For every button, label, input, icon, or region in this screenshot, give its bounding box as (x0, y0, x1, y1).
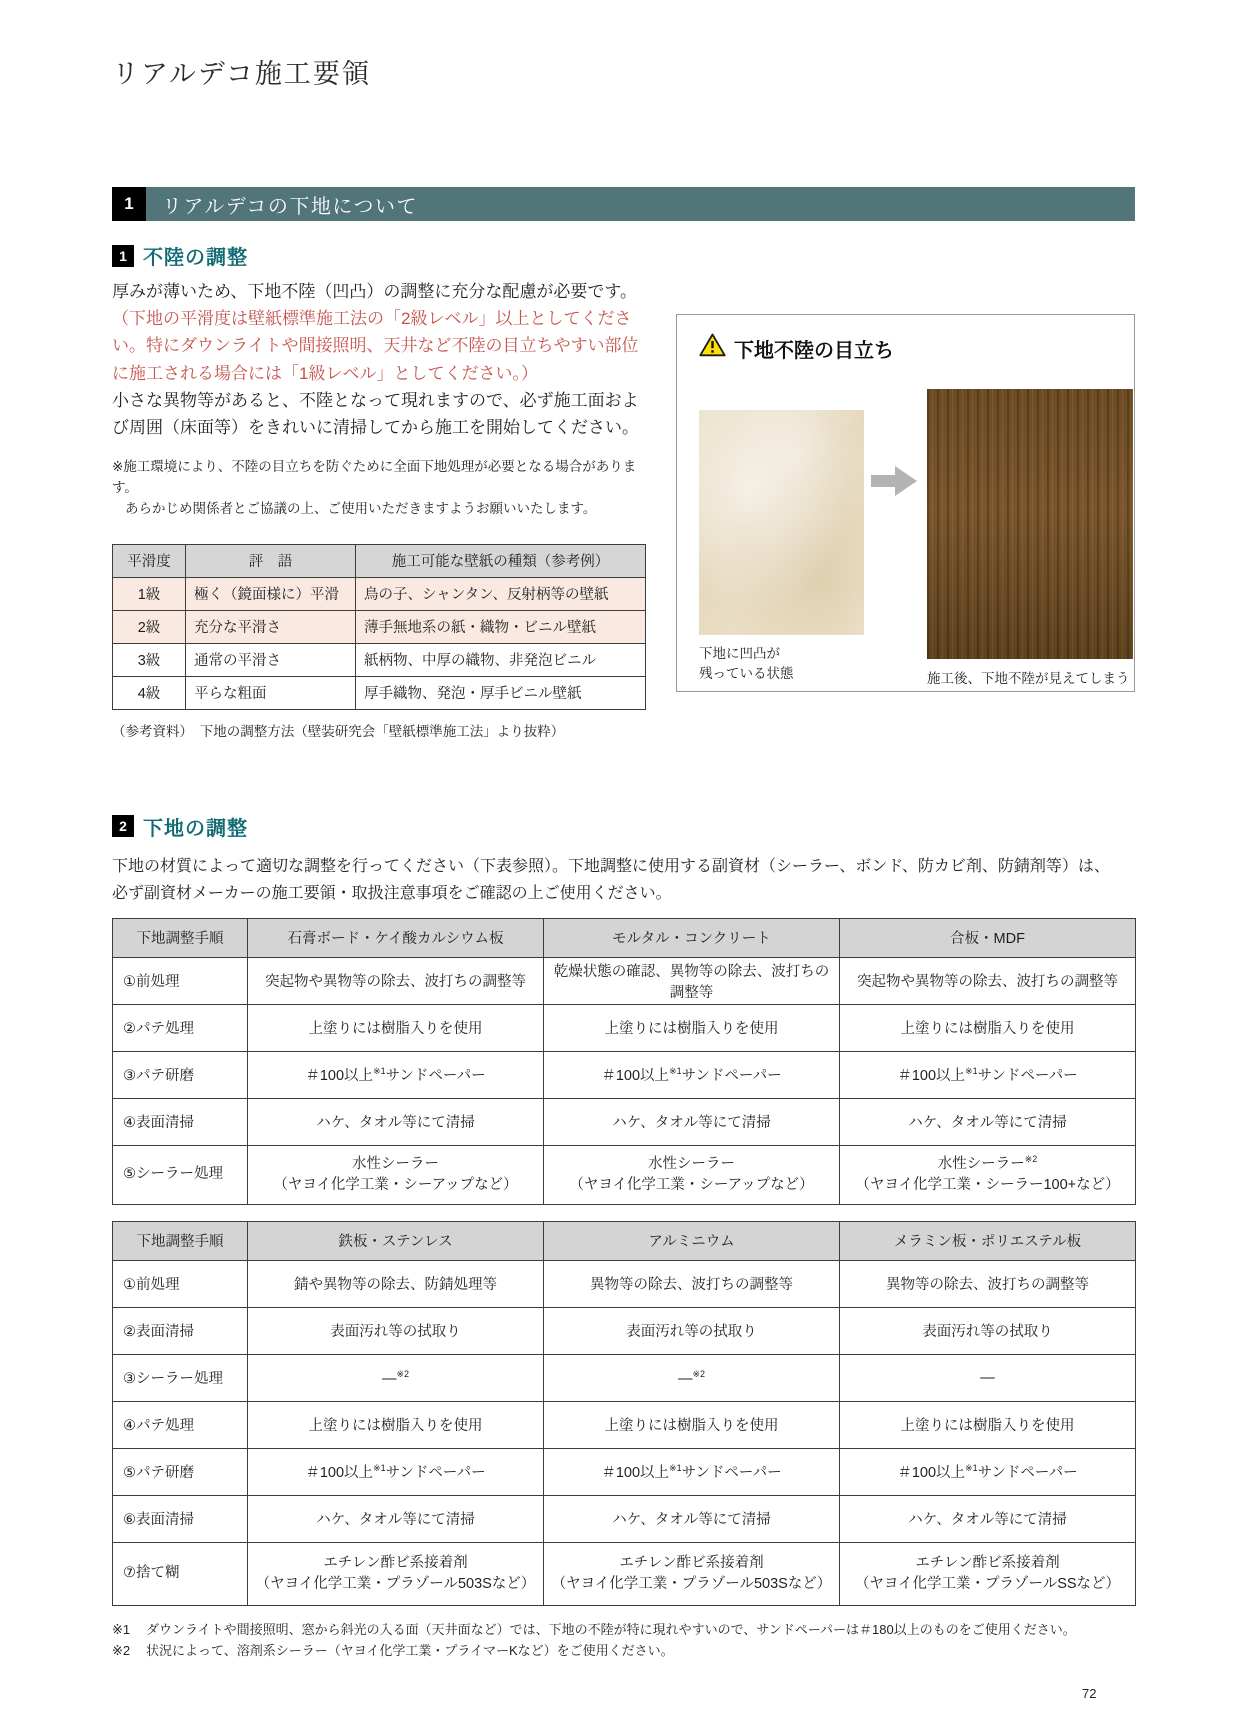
table-header-row (113, 544, 646, 577)
after-image-wood-surface (927, 389, 1133, 659)
cell-types: 紙柄物、中厚の織物、非発泡ビニル (356, 643, 646, 676)
cell: 表面汚れ等の拭取り (544, 1307, 840, 1354)
cell-line: （ヤヨイ化学工業・プラゾール503Sなど） (255, 1575, 536, 1592)
cell-text: サンドペーパー (977, 1068, 1078, 1085)
section-banner-title: リアルデコの下地について (162, 195, 418, 218)
note-line: ※施工環境により、不陸の目立ちを防ぐために全面下地処理が必要となる場合があります。 (112, 459, 637, 496)
cell: 上塗りには樹脂入りを使用 (544, 1401, 840, 1448)
footnote-ref: ※2 (396, 1369, 410, 1379)
table-row (113, 610, 646, 643)
table-row (113, 1542, 1136, 1605)
cell-line: （ヤヨイ化学工業・シーアップなど） (569, 1176, 814, 1193)
cell: 表面汚れ等の拭取り (840, 1307, 1136, 1354)
table-row (113, 1401, 1136, 1448)
header-cell: アルミニウム (544, 1221, 840, 1260)
step-cell: ⑤シーラー処理 (113, 1145, 248, 1204)
subsection-1-title: 不陸の調整 (143, 247, 248, 269)
cell: 乾燥状態の確認、異物等の除去、波打ちの調整等 (544, 957, 840, 1004)
cell-types: 鳥の子、シャンタン、反射柄等の壁紙 (356, 577, 646, 610)
cell (544, 1051, 840, 1098)
right-column (676, 278, 1135, 740)
cell-grade: 3級 (113, 643, 186, 676)
left-column (112, 278, 645, 740)
cell-text: サンドペーパー (385, 1465, 486, 1482)
table-row (113, 1495, 1136, 1542)
cell (840, 1542, 1136, 1605)
section-number-badge: 1 (112, 187, 146, 221)
table-row (113, 643, 646, 676)
page-number: 72 (1082, 1686, 1097, 1701)
warning-triangle-icon (699, 333, 726, 363)
table-row (113, 1145, 1136, 1204)
cell-line: （ヤヨイ化学工業・プラゾール503Sなど） (551, 1575, 832, 1592)
cell (544, 1354, 840, 1401)
step-cell: ③パテ研磨 (113, 1051, 248, 1098)
cell (544, 1145, 840, 1204)
cell-line: エチレン酢ビ系接着剤 (619, 1554, 764, 1571)
note-line: あらかじめ関係者とご協議の上、ご使用いただきますようお願いいたします。 (125, 500, 597, 516)
header-cell: 下地調整手順 (113, 1221, 248, 1260)
header-cell: 評 語 (186, 544, 356, 577)
footnotes (112, 1620, 1135, 1662)
cell: 上塗りには樹脂入りを使用 (840, 1401, 1136, 1448)
asterisk-note (112, 457, 645, 520)
table-row (113, 1051, 1136, 1098)
warning-box-title-row (699, 333, 894, 363)
cell: ハケ、タオル等にて清掃 (840, 1495, 1136, 1542)
cell-text: サンドペーパー (681, 1465, 782, 1482)
cell: 突起物や異物等の除去、波打ちの調整等 (248, 957, 544, 1004)
footnote-text: ダウンライトや間接照明、窓から斜光の入る面（天井面など）では、下地の不陸が特に現れやすいので、サンドペーパーは＃180以上のものをご使用ください。 (146, 1621, 1076, 1637)
step-cell: ②表面清掃 (113, 1307, 248, 1354)
step-cell: ①前処理 (113, 957, 248, 1004)
cell-text: ＃100以上 (897, 1465, 966, 1482)
cell-line: （ヤヨイ化学工業・シーラー100+など） (855, 1177, 1120, 1194)
subsection-1-number-badge: 1 (112, 245, 134, 267)
cell: ハケ、タオル等にて清掃 (248, 1495, 544, 1542)
table-row (113, 1307, 1136, 1354)
cell: 上塗りには樹脂入りを使用 (248, 1004, 544, 1051)
table-row (113, 1354, 1136, 1401)
cell-text: サンドペーパー (385, 1068, 486, 1085)
cell (840, 1354, 1136, 1401)
footnote (112, 1620, 1135, 1641)
step-cell: ④表面清掃 (113, 1098, 248, 1145)
cell: ハケ、タオル等にて清掃 (544, 1098, 840, 1145)
cell-line: （ヤヨイ化学工業・シーアップなど） (273, 1176, 518, 1193)
cell-text: ＃100以上 (897, 1068, 966, 1085)
warning-box (676, 314, 1135, 692)
cell-types: 薄手無地系の紙・織物・ビニル壁紙 (356, 610, 646, 643)
footnote-mark: ※2 (112, 1642, 131, 1658)
table-row (113, 577, 646, 610)
footnote (112, 1641, 1135, 1662)
footnote-ref: ※1 (373, 1463, 386, 1474)
footnote-ref: ※1 (373, 1066, 386, 1077)
table-row (113, 1004, 1136, 1051)
table-header-row (113, 1221, 1136, 1260)
cell: 突起物や異物等の除去、波打ちの調整等 (840, 957, 1136, 1004)
header-cell: メラミン板・ポリエステル板 (840, 1221, 1136, 1260)
subsection-2-number-badge: 2 (112, 815, 134, 837)
table-header-row (113, 918, 1136, 957)
step-cell: ⑥表面清掃 (113, 1495, 248, 1542)
cell (248, 1542, 544, 1605)
cell: ハケ、タオル等にて清掃 (248, 1098, 544, 1145)
cell: ハケ、タオル等にて清掃 (544, 1495, 840, 1542)
table-caption: （参考資料） 下地の調整方法（壁装研究会「壁紙標準施工法」より抜粋） (112, 723, 565, 739)
after-image-caption: 施工後、下地不陸が見えてしまう (927, 671, 1130, 686)
cell-grade: 4級 (113, 676, 186, 709)
header-cell: 合板・MDF (840, 918, 1136, 957)
cell-text: — (677, 1370, 693, 1387)
footnote-ref: ※1 (669, 1463, 682, 1474)
footnote-ref: ※2 (1024, 1154, 1038, 1165)
red-caution-paragraph: （下地の平滑度は壁紙標準施工法の「2級レベル」以上としてください。特にダウンライトや間接照明、天井など不陸の目立ちやすい部位に施工される場合には「1級レベル」としてください。） (112, 309, 639, 383)
cell-text: ＃100以上 (305, 1465, 374, 1482)
adjustment-table-metal (112, 1221, 1136, 1606)
table-row (113, 1448, 1136, 1495)
cell-types: 厚手織物、発泡・厚手ビニル壁紙 (356, 676, 646, 709)
cell-line: エチレン酢ビ系接着剤 (915, 1554, 1060, 1571)
subsection-1-heading (112, 241, 1135, 270)
cell-desc: 充分な平滑さ (186, 610, 356, 643)
cell: 表面汚れ等の拭取り (248, 1307, 544, 1354)
paragraph: 小さな異物等があると、不陸となって現れますので、必ず施工面および周囲（床面等）をきれいに清掃してから施工を開始してください。 (112, 390, 639, 437)
cell-text: — (980, 1369, 995, 1386)
cell: 上塗りには樹脂入りを使用 (544, 1004, 840, 1051)
cell (248, 1145, 544, 1204)
cell (248, 1448, 544, 1495)
cell-desc: 極く（鏡面様に）平滑 (186, 577, 356, 610)
subsection-2-intro (112, 853, 1135, 908)
cell-desc: 平らな粗面 (186, 676, 356, 709)
cell (544, 1448, 840, 1495)
cell: ハケ、タオル等にて清掃 (840, 1098, 1136, 1145)
cell-text: ＃100以上 (601, 1068, 670, 1085)
header-cell: 下地調整手順 (113, 918, 248, 957)
header-cell: モルタル・コンクリート (544, 918, 840, 957)
smoothness-table (112, 544, 646, 710)
step-cell: ②パテ処理 (113, 1004, 248, 1051)
intro-line: 必ず副資材メーカーの施工要領・取扱注意事項をご確認の上ご使用ください。 (112, 885, 672, 903)
cell: 異物等の除去、波打ちの調整等 (840, 1260, 1136, 1307)
cell-text: ＃100以上 (305, 1068, 374, 1085)
cell (544, 1542, 840, 1605)
arrow-right-icon (870, 465, 918, 502)
footnote-ref: ※2 (692, 1369, 706, 1379)
paragraph: 厚みが薄いため、下地不陸（凹凸）の調整に充分な配慮が必要です。 (112, 282, 637, 301)
page-title: リアルデコ施工要領 (112, 59, 371, 89)
footnote-text: 状況によって、溶剤系シーラー（ヤヨイ化学工業・プライマーKなど）をご使用ください。 (146, 1642, 674, 1658)
footnote-ref: ※1 (669, 1066, 682, 1077)
cell-text: ＃100以上 (601, 1465, 670, 1482)
cell: 上塗りには樹脂入りを使用 (248, 1401, 544, 1448)
cell (840, 1051, 1136, 1098)
adjustment-table-board (112, 918, 1136, 1205)
table-row (113, 957, 1136, 1004)
footnote-mark: ※1 (112, 1621, 131, 1637)
table-row (113, 676, 646, 709)
cell (248, 1354, 544, 1401)
step-cell: ①前処理 (113, 1260, 248, 1307)
cell-text: サンドペーパー (681, 1068, 782, 1085)
cell-grade: 2級 (113, 610, 186, 643)
cell-line: （ヤヨイ化学工業・プラゾールSSなど） (854, 1575, 1121, 1592)
cell-grade: 1級 (113, 577, 186, 610)
section-banner (112, 187, 1135, 221)
cell-text: サンドペーパー (977, 1465, 1078, 1482)
cell-text: — (381, 1370, 397, 1387)
step-cell: ⑦捨て糊 (113, 1542, 248, 1605)
cell-text: 水性シーラー (937, 1156, 1025, 1173)
step-cell: ④パテ処理 (113, 1401, 248, 1448)
subsection-2-heading (112, 812, 1135, 841)
caption-line: 残っている状態 (699, 666, 794, 682)
cell-line: エチレン酢ビ系接着剤 (323, 1554, 468, 1571)
cell (840, 1145, 1136, 1204)
header-cell: 石膏ボード・ケイ酸カルシウム板 (248, 918, 544, 957)
cell: 上塗りには樹脂入りを使用 (840, 1004, 1136, 1051)
warning-box-title: 下地不陸の目立ち (734, 339, 894, 362)
intro-line: 下地の材質によって適切な調整を行ってください（下表参照）。下地調整に使用する副資材（シーラー、ボンド、防カビ剤、防錆剤等）は、 (112, 857, 1110, 875)
cell-desc: 通常の平滑さ (186, 643, 356, 676)
two-column-area (112, 278, 1135, 740)
step-cell: ⑤パテ研磨 (113, 1448, 248, 1495)
footnote-ref: ※1 (965, 1463, 978, 1474)
header-cell: 平滑度 (113, 544, 186, 577)
footnote-ref: ※1 (965, 1066, 978, 1077)
table-row (113, 1260, 1136, 1307)
cell (248, 1051, 544, 1098)
caption-line: 下地に凹凸が (699, 646, 780, 661)
before-image-uneven-substrate (699, 410, 864, 635)
cell-line (844, 1153, 1131, 1175)
cell: 異物等の除去、波打ちの調整等 (544, 1260, 840, 1307)
cell-line: 水性シーラー (648, 1155, 735, 1172)
header-cell: 鉄板・ステンレス (248, 1221, 544, 1260)
header-cell: 施工可能な壁紙の種類（参考例） (356, 544, 646, 577)
cell (840, 1448, 1136, 1495)
cell: 錆や異物等の除去、防錆処理等 (248, 1260, 544, 1307)
before-image-caption (699, 644, 794, 685)
step-cell: ③シーラー処理 (113, 1354, 248, 1401)
subsection-2-title: 下地の調整 (143, 817, 248, 840)
table-row (113, 1098, 1136, 1145)
cell-line: 水性シーラー (352, 1155, 439, 1172)
